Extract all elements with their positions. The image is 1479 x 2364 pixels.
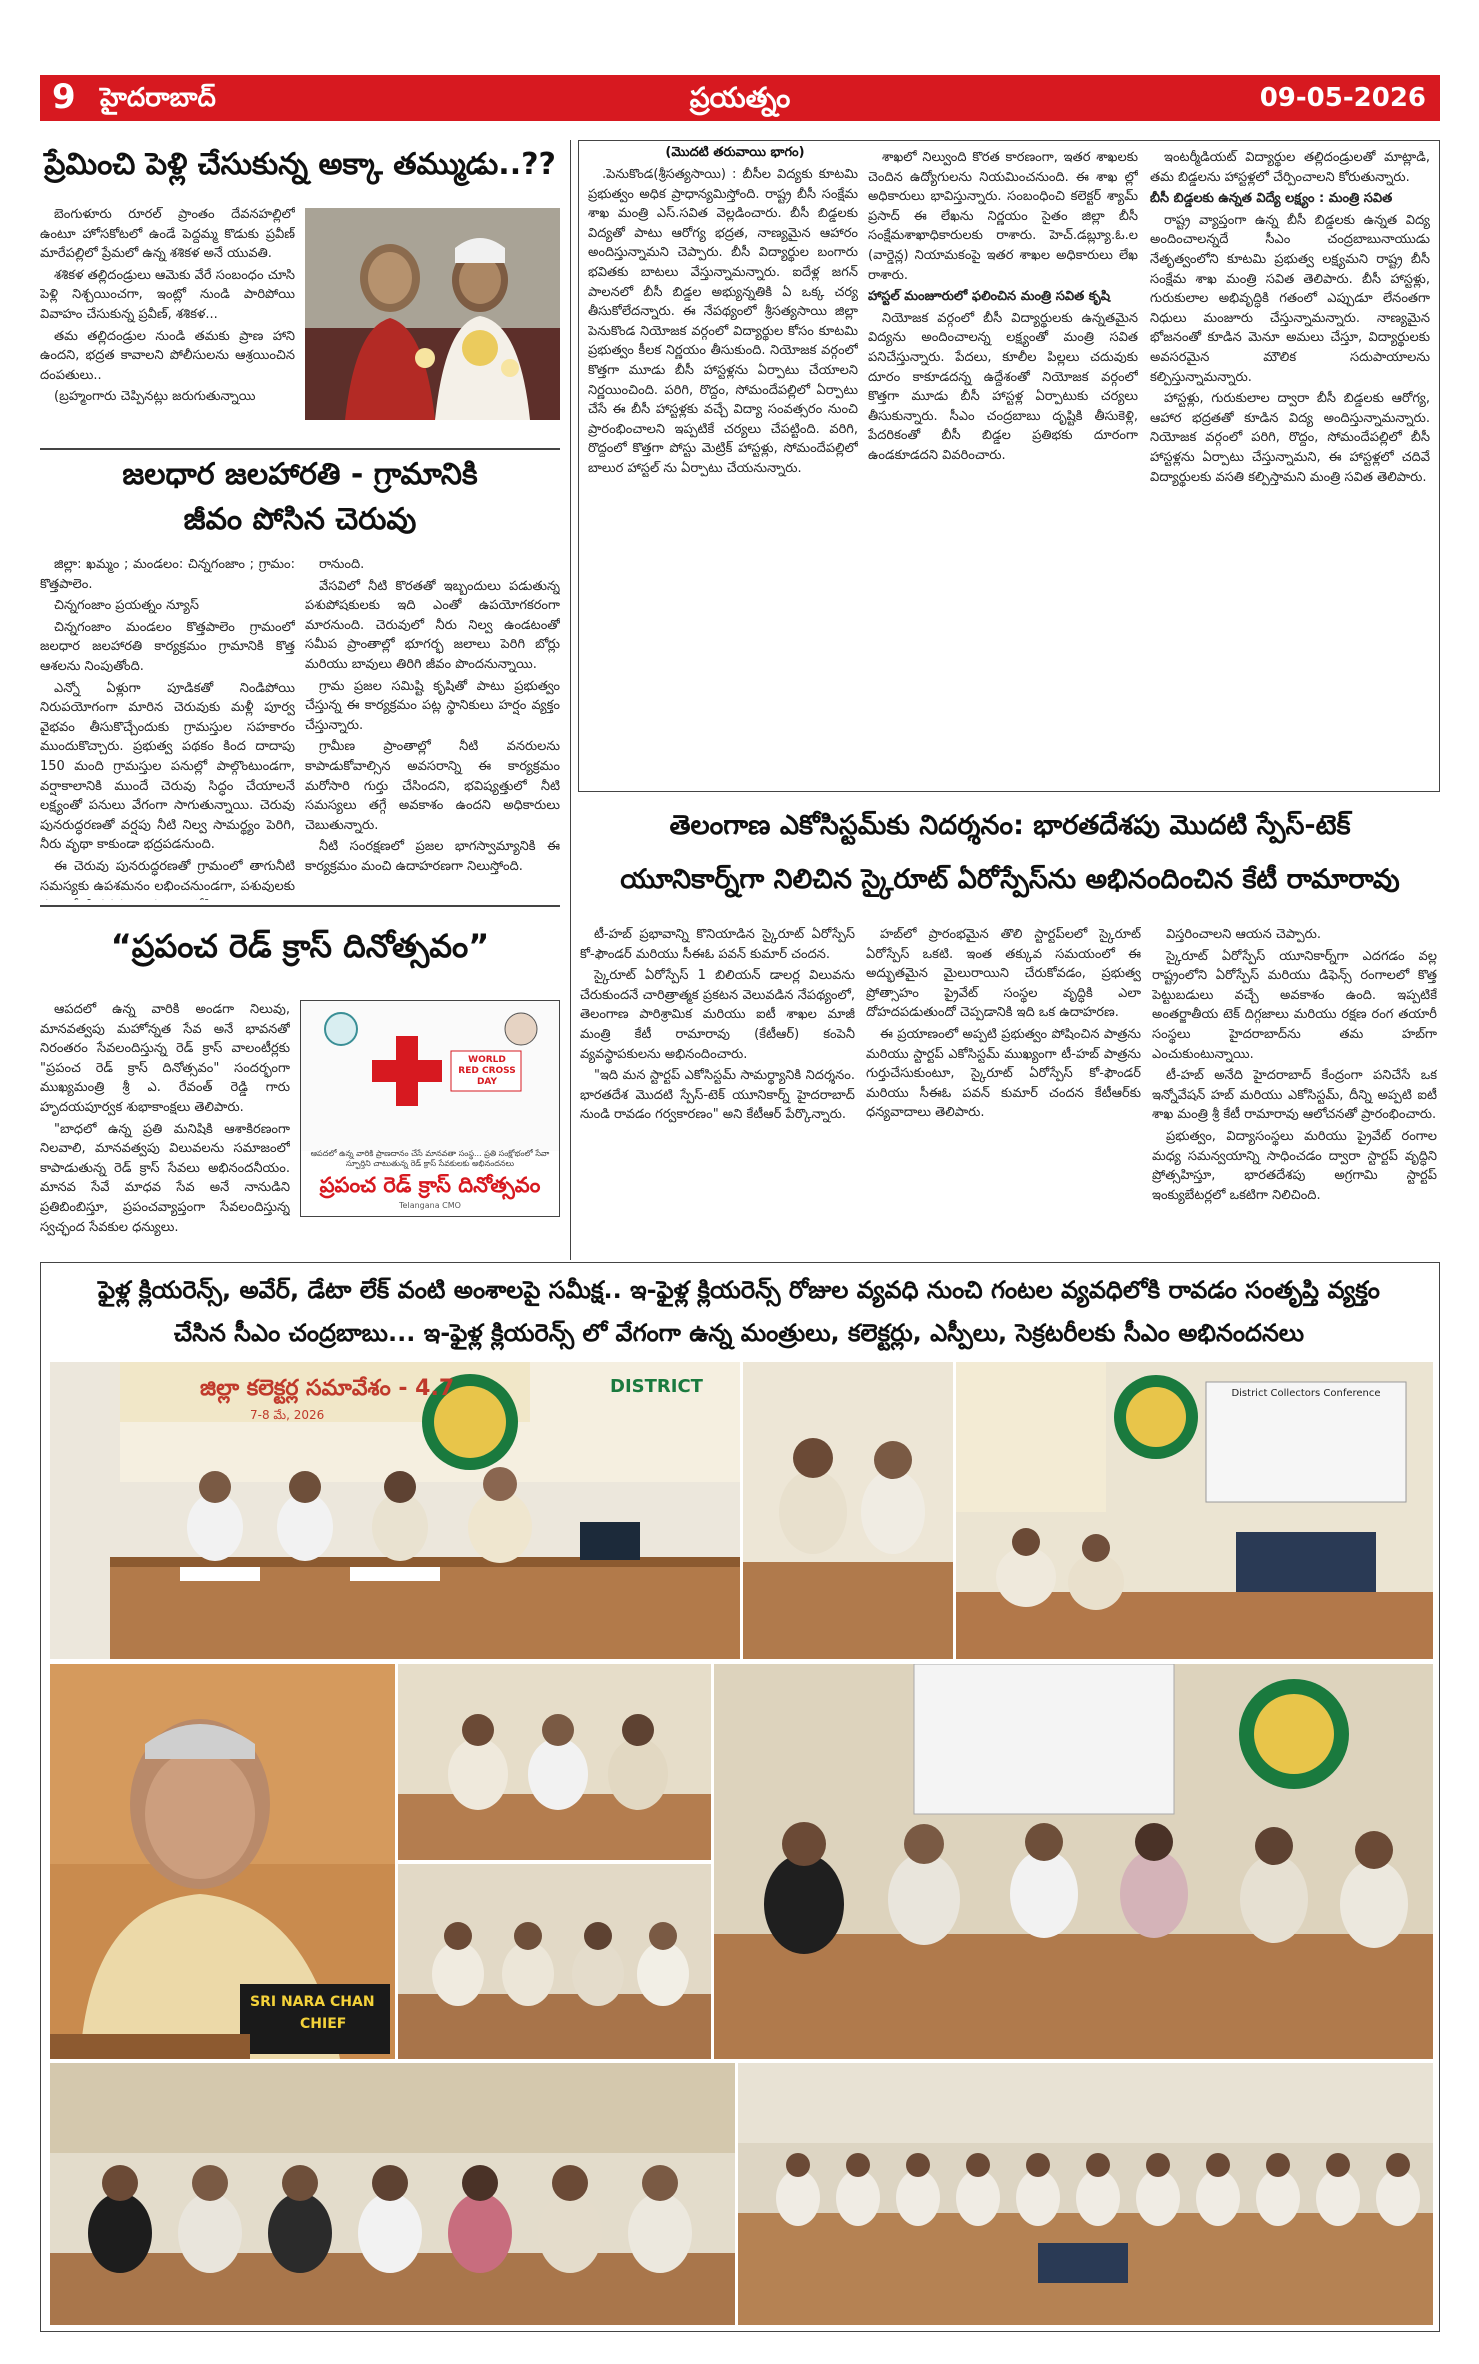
conference-hall-photo	[956, 1362, 1433, 1659]
poster-badge-line2: RED CROSS	[458, 1066, 516, 1076]
story4-col3	[1150, 148, 1430, 785]
issue-date: 09-05-2026	[1259, 83, 1426, 113]
paragraph: వేసవిలో నీటి కొరతతో ఇబ్బందులు పడుతున్న పశుపోషకులకు ఇది ఎంతో ఉపయోగకరంగా మారనుంది. చెరువులో నీరు నిల్వ ఉండటంతో సమీప ప్రాంతాల్లో భూగర్భ జలాలు పెరిగి బోర్లు మరియు బావులు తిరిగి జీవం పొందనున్నాయి.	[305, 578, 560, 672]
paragraph: ఇంటర్మీడియట్ విద్యార్థుల తల్లిదండ్రులతో మాట్లాడి, తమ బిడ్డలను హాస్టళ్లలో చేర్పించాలని కోరుతున్నారు.	[1150, 150, 1430, 185]
masthead: ప్రయత్నం	[689, 81, 791, 114]
chief-minister-photo	[50, 1664, 395, 2059]
officials-seated-photo	[398, 1864, 711, 2059]
story3-body	[40, 1000, 290, 1240]
paragraph: చిన్నగంజాం ప్రయత్నం న్యూస్	[54, 598, 200, 614]
collectors-meeting-photo	[50, 1362, 740, 1659]
paragraph: "బాధలో ఉన్న ప్రతి మనిషికి ఆశాకిరణంగా నిలవాలి, మానవత్వపు విలువలను సమాజంలో కాపాడుతున్న రెడ్ క్రాస్ సేవలు అభినందనీయం. మానవ సేవే మాధవ సేవ అనే నానుడిని ప్రతిబింబిస్తూ, ప్రపంచవ్యాప్తంగా సేవలందిస్తున్న స్వచ్ఛంద సేవకుల ధన్యులు.	[40, 1121, 290, 1235]
paragraph: ప్రభుత్వం, విద్యాసంస్థలు మరియు ప్రైవేట్ రంగాల మధ్య సమన్వయాన్ని సాధించడం ద్వారా స్టార్టప్ వృద్ధిని ప్రోత్సహిస్తూ, భారతదేశపు అగ్రగామి స్టార్టప్ ఇంక్యుబేటర్లలో ఒకటిగా నిలిచింది.	[1152, 1128, 1437, 1203]
banner-title: జిల్లా కలెక్టర్ల సమావేశం - 4.7	[200, 1376, 455, 1401]
paragraph: స్కైరూట్ ఏరోస్పేస్ యూనికార్న్‌గా ఎదగడం వల్ల రాష్ట్రంలోని ఏరోస్పేస్ మరియు డిఫెన్స్ రంగాలలో కొత్త పెట్టుబడులు వచ్చే అవకాశం ఉంది. ఇప్పటికే అంతర్జాతీయ టెక్ దిగ్గజాలు మరియు రక్షణ రంగ తయారీ సంస్థలు హైదరాబాద్‌ను తమ హబ్‌గా ఎంచుకుంటున్నాయి.	[1152, 948, 1437, 1062]
story2-col2	[305, 555, 560, 900]
story4-kicker: (మొదటి తరువాయి భాగం)	[665, 145, 805, 160]
paragraph: గ్రామీణ ప్రాంతాల్లో నీటి వనరులను కాపాడుకోవాల్సిన అవసరాన్ని ఈ కార్యక్రమం మరోసారి గుర్తు చేసిందని, భవిష్యత్తులో నీటి సమస్యలు తగ్గే అవకాశం ఉందని అధికారులు చెబుతున్నారు.	[305, 739, 560, 833]
paragraph: ఈ చెరువు పునరుద్ధరణతో గ్రామంలో తాగునీటి సమస్యకు ఉపశమనం లభించనుండగా, పశువులకు	[40, 858, 295, 894]
page-number: 9	[52, 77, 76, 117]
divider	[570, 140, 571, 1260]
story5-col3	[1152, 925, 1437, 1250]
paragraph: నీటి సంరక్షణలో ప్రజల భాగస్వామ్యానికి ఈ కార్యక్రమం మంచి ఉదాహరణగా నిలుస్తోంది.	[305, 839, 560, 874]
paragraph: ఈ ప్రయాణంలో అప్పటి ప్రభుత్వం పోషించిన పాత్రను మరియు స్టార్టప్ ఎకోసిస్టమ్ ముఖ్యంగా టీ-హబ్ పాత్రను గుర్తుచేసుకుంటూ, స్కైరూట్ ఏరోస్పేస్ కో-ఫౌండర్ మరియు సీఈఓ పవన్ కుమార్ చందన కేటీఆర్‌కు ధన్యవాదాలు తెలిపారు.	[866, 1026, 1141, 1121]
paragraph: ఎన్నో ఏళ్లుగా పూడికతో నిండిపోయి నిరుపయోగంగా మారిన చెరువుకు మళ్లీ పూర్వ వైభవం తీసుకొచ్చేందుకు గ్రామస్తుల సహకారం ముందుకొచ్చారు. ప్రభుత్వ పథకం కింద దాదాపు 150 మంది గ్రామస్తుల పనుల్లో పాల్గొంటుండగా, వర్షాకాలానికి ముందే చెరువు సిద్ధం చేయాలనే లక్ష్యంతో పనులు వేగంగా సాగుతున్నాయి. చెరువు పునరుద్ధరణతో వర్షపు నీటి నిల్వ సామర్థ్యం పెరిగి, నీరు వృథా కాకుండా భద్రపడనుంది.	[40, 680, 295, 853]
couple-wedding-photo	[305, 208, 560, 420]
paragraph: టీ-హబ్ ప్రభావాన్ని కొనియాడిన స్కైరూట్ ఏరోస్పేస్ కో-ఫౌండర్ మరియు సీఈఓ పవన్ కుమార్ చందన.	[580, 927, 855, 962]
collectors-at-desks-photo	[714, 1664, 1433, 2059]
story1-body	[40, 205, 295, 445]
ministers-at-table-photo	[398, 1664, 711, 1860]
paragraph: స్కైరూట్ ఏరోస్పేస్ 1 బిలియన్ డాలర్ల విలువను చేరుకుందనే చారిత్రాత్మక ప్రకటన వెలువడిన నేపథ్యంలో, తెలంగాణ పారిశ్రామిక మరియు ఐటీ శాఖల మాజీ మంత్రి కేటీ రామారావు (కేటీఆర్) కంపెనీ వ్యవస్థాపకులను అభినందించారు.	[580, 968, 855, 1062]
paragraph: చిన్నగంజాం మండలం కొత్తపాలెం గ్రామంలో జలధార జలహారతి కార్యక్రమం గ్రామానికి కొత్త ఆశలను నింపుతోంది.	[40, 619, 295, 674]
story2-headline-line2: జీవం పోసిన చెరువు	[183, 502, 417, 537]
city-label: హైదరాబాద్	[100, 83, 216, 113]
story6-headline-line1: ఫైళ్ల క్లియరెన్స్, అవేర్, డేటా లేక్ వంటి అంశాలపై సమీక్ష.. ఇ-ఫైళ్ల క్లియరెన్స్ రోజుల వ్యవధి నుంచి గంటల వ్యవధిలోకి రావడం సంతృప్తి వ్యక్తం	[98, 1276, 1380, 1304]
story3-headline: “ప్రపంచ రెడ్ క్రాస్ దినోత్సవం”	[110, 927, 490, 965]
conference-room-wide-photo	[738, 2063, 1433, 2325]
poster-badge-line1: WORLD	[468, 1055, 506, 1065]
paragraph: (బ్రహ్మంగారు చెప్పినట్లు జరుగుతున్నాయి	[54, 389, 256, 405]
paragraph: టీ-హబ్ అనేది హైదరాబాద్ కేంద్రంగా పనిచేసే ఒక ఇన్నోవేషన్ హబ్ మరియు ఎకోసిస్టమ్, దీన్ని అప్పటి ఐటీ శాఖ మంత్రి శ్రీ కేటీ రామారావు ఆలోచనతో ప్రారంభించారు.	[1152, 1068, 1437, 1123]
officials-photo	[743, 1362, 953, 1659]
paragraph: నియోజక వర్గంలో బీసీ విద్యార్థులకు ఉన్నతమైన విద్యను అందించాలన్న లక్ష్యంతో మంత్రి సవిత పనిచేస్తున్నారు. పేదలు, కూలీల పిల్లలు చదువుకు దూరం కాకూడదన్న ఉద్దేశంతో నియోజక వర్గంలో కొత్తగా మూడు బీసీ హాస్టళ్ల ఏర్పాటుకు చర్యలు తీసుకున్నారు. సీఎం చంద్రబాబు దృష్టికి తీసుకెళ్లి, పేదరికంతో బీసీ బిడ్డల ప్రతిభకు దూరంగా ఉండకూడదని వివరించారు.	[868, 310, 1138, 463]
paragraph: తమ తల్లిదండ్రుల నుండి తమకు ప్రాణ హాని ఉందని, భద్రత కావాలని పోలీసులను ఆశ్రయించిన దంపతులు..	[40, 328, 295, 383]
paragraph: జిల్లా: ఖమ్మం ; మండలం: చిన్నగంజాం ; గ్రామం: కొత్తపాలెం.	[40, 557, 295, 592]
banner-dates: 7-8 మే, 2026	[250, 1408, 325, 1422]
poster-handle: Telangana CMO	[399, 1201, 461, 1210]
divider	[40, 448, 560, 450]
paragraph: హబ్‌లో ప్రారంభమైన తొలి స్టార్టప్‌లలో స్కైరూట్ ఏరోస్పేస్ ఒకటి. ఇంత తక్కువ సమయంలో ఈ అద్భుతమైన మైలురాయిని చేరుకోవడం, ప్రభుత్వ ప్రోత్సాహం ప్రైవేట్ సంస్థల వృద్ధికి ఎలా దోహదపడుతుందో చెప్పడానికి ఇది ఒక ఉదాహరణ.	[866, 927, 1141, 1021]
story2-col1	[40, 555, 295, 900]
district-collectors-row-photo	[50, 2063, 735, 2325]
paragraph: ఆపదలో ఉన్న వారికి అండగా నిలువు, మానవత్వపు మహోన్నత సేవ అనే భావనతో నిరంతరం సేవలందిస్తున్న రెడ్ క్రాస్ వాలంటీర్లకు "ప్రపంచ రెడ్ క్రాస్ దినోత్సవం" సందర్భంగా ముఖ్యమంత్రి శ్రీ ఎ. రేవంత్ రెడ్డి గారు హృదయపూర్వక శుభాకాంక్షలు తెలిపారు.	[40, 1002, 290, 1115]
paragraph: రానుంది.	[319, 557, 365, 572]
banner-district: DISTRICT	[610, 1376, 703, 1397]
screen-caption: District Collectors Conference	[1231, 1388, 1381, 1399]
red-cross-day-poster	[300, 1000, 560, 1217]
story5-col1	[580, 925, 855, 1250]
story1-headline: ప్రేమించి పెళ్లి చేసుకున్న అక్కా తమ్ముడు..??	[44, 147, 556, 182]
paragraph: హాస్టళ్లు, గురుకులాల ద్వారా బీసీ బిడ్డలకు ఆరోగ్య, ఆహార భద్రతతో కూడిన విద్య అందిస్తున్నామన్నారు. నియోజక వర్గంలో పరిగి, రొద్దం, సోమందేపల్లిలో బీసీ హాస్టళ్లను ఏర్పాటు చేస్తున్నామని, ఈ హాస్టళ్లలో చదివే విద్యార్థులకు వసతి కల్పిస్తామని మంత్రి సవిత తెలిపారు.	[1150, 391, 1430, 485]
subhead: హాస్టల్ మంజూరులో ఫలించిన మంత్రి సవిత కృషి	[868, 289, 1111, 305]
story4-col2	[868, 148, 1138, 785]
subhead: బీసీ బిడ్డలకు ఉన్నత విద్యే లక్ష్యం : మంత్రి సవిత	[1150, 191, 1393, 207]
poster-title: ప్రపంచ రెడ్ క్రాస్ దినోత్సవం	[319, 1173, 541, 1197]
paragraph: బెంగుళూరు రూరల్ ప్రాంతం దేవనహల్లిలో ఉంటూ హోసకోటలో ఉండే పెద్దమ్మ కొడుకు ప్రవీణ్ మారేపల్లిలో ప్రేమలో ఉన్న శశికళ అనే యువతి.	[40, 207, 295, 262]
story5-col2	[866, 925, 1141, 1250]
header-bar	[40, 75, 1440, 121]
poster-small-text: ఆపదలో ఉన్న వారికి ప్రాణదానం చేసే మానవతా సంస్థ... ప్రతి సంక్షోభంలో సేవా స్ఫూర్తిని చాటుతున్న రెడ్ క్రాస్ సేవకులకు అభినందనలు	[310, 1149, 550, 1168]
paragraph: .పెనుకొండ(శ్రీసత్యసాయి) : బీసీల విద్యకు కూటమి ప్రభుత్వం అధిక ప్రాధాన్యమిస్తోంది. రాష్ట్ర బీసీ సంక్షేమ శాఖ మంత్రి ఎస్.సవిత వెల్లడించారు. బీసీ బిడ్డలకు విద్యతో పాటు ఆరోగ్య భద్రత, నాణ్యమైన ఆహారం అందిస్తున్నామని చెప్పారు. బీసీ విద్యార్థుల బంగారు భవితకు బాటలు వేస్తున్నామన్నారు. ఐదేళ్ల జగన్ పాలనలో బీసీ బిడ్డల అభ్యున్నతికి ఏ ఒక్క చర్య తీసుకోలేదన్నారు. ఈ నేపథ్యంలో శ్రీసత్యసాయి జిల్లా పెనుకొండ నియోజక వర్గంలో విద్యార్థుల కోసం కూటమి ప్రభుత్వం కీలక నిర్ణయం తీసుకుంది. నియోజక వర్గంలో కొత్తగా మూడు బీసీ హాస్టళ్లను ఏర్పాటు చేయాలని నిర్ణయించింది. పరిగి, రొద్దం, సోమందేపల్లిలో ఏర్పాటు చేసే ఈ బీసీ హాస్టళ్లకు వచ్చే విద్యా సంవత్సరం నుంచి ప్రారంభించాలని ఇప్పటికే చర్యలు చేపట్టింది. వరిగి, రొద్దంలో కొత్తగా పోస్టు మెట్రిక్ హాస్టళ్లు, సోమందేపల్లిలో బాలుర హాస్టల్ ను ఏర్పాటు చేయనున్నారు.	[588, 167, 858, 476]
story5-headline-line2: యూనికార్న్‌గా నిలిచిన స్కైరూట్ ఏరోస్పేస్‌ను అభినందించిన కేటీ రామారావు	[620, 864, 1400, 895]
nameplate-line1: SRI NARA CHAN	[250, 1994, 375, 2010]
paragraph: రాష్ట్ర వ్యాప్తంగా ఉన్న బీసీ బిడ్డలకు ఉన్నత విద్య అందించాలన్నదే సీఎం చంద్రబాబునాయుడు నేతృత్వంలోని కూటమి ప్రభుత్వ లక్ష్యమని రాష్ట్ర బీసీ సంక్షేమ శాఖ మంత్రి సవిత తెలిపారు. బీసీ హాస్టళ్లు, గురుకులాల అభివృద్ధికి గతంలో ఎప్పుడూ లేనంతగా నిధులు మంజూరు చేస్తున్నామన్నారు. నాణ్యమైన భోజనంతో కూడిన మెనూ అమలు చేస్తూ, విద్యార్థులకు అవసరమైన మౌలిక సదుపాయాలను కల్పిస్తున్నామన్నారు.	[1150, 212, 1430, 385]
paragraph: శశికళ తల్లిదండ్రులు ఆమెకు వేరే సంబంధం చూసి పెళ్లి నిశ్చయించగా, ఇంట్లో నుండి పారిపోయి వివాహం చేసుకున్న ప్రవీణ్, శశికళ...	[40, 267, 295, 322]
paragraph: విస్తరించాలని ఆయన చెప్పారు.	[1166, 927, 1321, 942]
story5-headline-line1: తెలంగాణ ఎకోసిస్టమ్‌కు నిదర్శనం: భారతదేశపు మొదటి స్పేస్-టెక్	[669, 810, 1351, 841]
nameplate-line2: CHIEF	[300, 2016, 347, 2032]
red-cross-graphic	[301, 1001, 559, 1151]
paragraph	[40, 1239, 290, 1240]
paragraph: గ్రామ ప్రజల సమిష్టి కృషితో పాటు ప్రభుత్వం చేస్తున్న ఈ కార్యక్రమం పట్ల స్థానికులు హర్షం వ్యక్తం చేస్తున్నారు.	[305, 678, 560, 733]
story6-headline-line2: చేసిన సీఎం చంద్రబాబు... ఇ-ఫైళ్ల క్లియరెన్స్ లో వేగంగా ఉన్న మంత్రులు, కలెక్టర్లు, ఎస్పీలు, సెక్రటరీలకు సీఎం అభినందనలు	[173, 1319, 1305, 1347]
story2-headline-line1: జలధార జలహారతి - గ్రామానికి	[122, 457, 478, 492]
divider	[40, 905, 560, 907]
story4-col1	[588, 165, 858, 785]
paragraph: "ఇది మన స్టార్టప్ ఎకోసిస్టమ్ సామర్థ్యానికి నిదర్శనం. భారతదేశ మొదటి స్పేస్-టెక్ యూనికార్న్ హైదరాబాద్ నుండి రావడం గర్వకారణం" అని కేటీఆర్ పేర్కొన్నారు.	[580, 1068, 855, 1123]
paragraph: శాఖలో నిల్వుంది కొరత కారణంగా, ఇతర శాఖలకు చెందిన ఉద్యోగులను నియమించనుంది. ఈ శాఖ ల్లో అధికారులు భావిస్తున్నారు. సంబంధించి కలెక్టర్ శ్యామ్ ప్రసాద్ ఈ లేఖను నిర్ణయం సైతం జిల్లా బీసీ సంక్షేమశాఖాధికారులకు రాశారు. హెచ్.డబ్ల్యూ.ఓ.ల (వార్డెన్ల) నియామకంపై ఇతర శాఖల అధికారులు లేఖ రాశారు.	[868, 150, 1138, 283]
poster-badge-line3: DAY	[476, 1077, 498, 1087]
